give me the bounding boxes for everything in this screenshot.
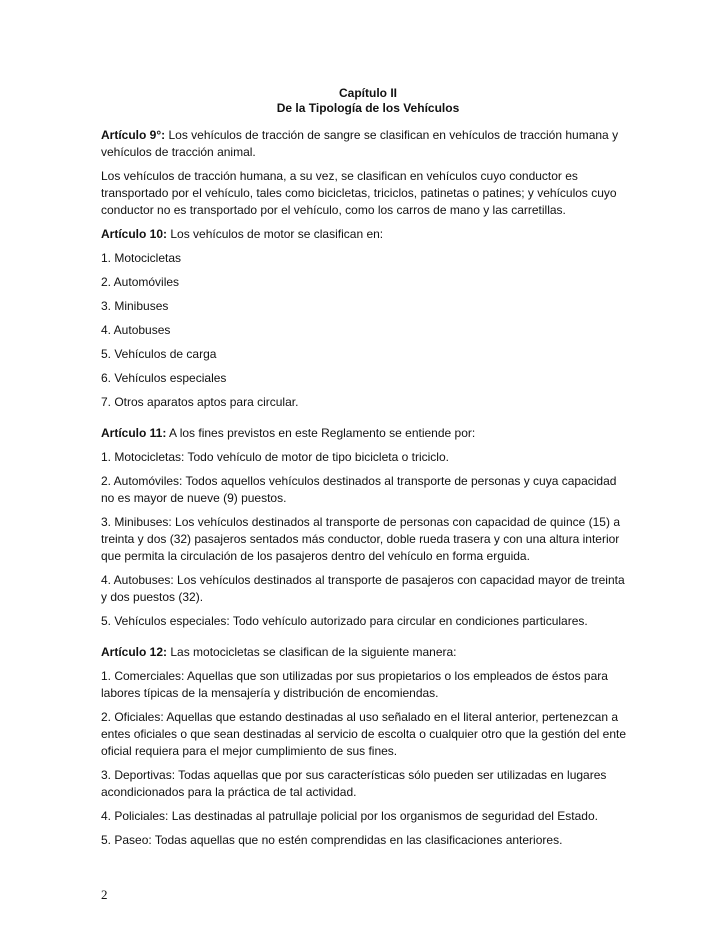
list-item: 4. Policiales: Las destinadas al patrullaje policial por los organismos de seguridad del Estado. [101, 809, 598, 823]
list-item: 2. Automóviles: Todos aquellos vehículos destinados al transporte de personas y cuya capacidad no es mayor de nueve (9) puestos. [101, 474, 617, 505]
page-number: 2 [101, 887, 108, 902]
article-12-label: Artículo 12: [101, 645, 168, 659]
article-11 [101, 425, 631, 442]
list-item: 7. Otros aparatos aptos para circular. [101, 395, 299, 409]
article-12-text: Las motocicletas se clasifican de la siguiente manera: [167, 645, 457, 659]
article-12 [101, 644, 631, 661]
list-item: 4. Autobuses: Los vehículos destinados al transporte de pasajeros con capacidad mayor de treinta y dos puestos (32). [101, 573, 625, 604]
article-11-label: Artículo 11: [101, 426, 167, 440]
article-9-paragraph: Los vehículos de tracción humana, a su vez, se clasifican en vehículos cuyo conductor es transportado por el vehículo, tales como bicicletas, triciclos, patinetas o patines; y vehículos cuyo conductor no es transportado por el vehículo, como los carros de mano y las carretillas. [101, 169, 617, 217]
article-10-text: Los vehículos de motor se clasifican en: [167, 227, 384, 241]
list-item: 2. Oficiales: Aquellas que estando destinadas al uso señalado en el literal anterior, pertenezcan a entes oficiales o que sean destinadas al servicio de escolta o cualquier otro que la gestión del ente oficial requiera para el mejor cumplimiento de sus fines. [101, 710, 627, 758]
list-item: 6. Vehículos especiales [101, 371, 227, 385]
article-10-label: Artículo 10: [101, 227, 168, 241]
list-item: 1. Comerciales: Aquellas que son utilizadas por sus propietarios o los empleados de éstos para labores típicas de la mensajería y distribución de encomiendas. [101, 669, 608, 700]
article-11-text: A los fines previstos en este Reglamento se entiende por: [166, 426, 476, 440]
article-10 [101, 226, 631, 243]
list-item: 4. Autobuses [101, 323, 171, 337]
document-body [101, 127, 631, 856]
list-item: 2. Automóviles [101, 275, 180, 289]
article-9-label: Artículo 9°: [101, 128, 166, 142]
list-item: 3. Minibuses: Los vehículos destinados al transporte de personas con capacidad de quince (15) a treinta y dos (32) pasajeros sentados más conductor, doble rueda trasera y con una altura interior que permita la circulación de los pasajeros dentro del vehículo en forma erguida. [101, 515, 620, 563]
chapter-subtitle: De la Tipología de los Vehículos [276, 101, 460, 115]
chapter-title: Capítulo II [339, 86, 397, 100]
article-9 [101, 127, 631, 161]
list-item: 5. Vehículos especiales: Todo vehículo autorizado para circular en condiciones particulares. [101, 614, 588, 628]
list-item: 3. Minibuses [101, 299, 169, 313]
list-item: 3. Deportivas: Todas aquellas que por sus características sólo pueden ser utilizadas en lugares acondicionados para la práctica de tal actividad. [101, 768, 607, 799]
list-item: 1. Motocicletas [101, 251, 182, 265]
list-item: 1. Motocicletas: Todo vehículo de motor de tipo bicicleta o triciclo. [101, 450, 449, 464]
list-item: 5. Paseo: Todas aquellas que no estén comprendidas en las clasificaciones anteriores. [101, 833, 563, 847]
list-item: 5. Vehículos de carga [101, 347, 217, 361]
article-9-text: Los vehículos de tracción de sangre se clasifican en vehículos de tracción humana y vehículos de tracción animal. [101, 128, 619, 159]
